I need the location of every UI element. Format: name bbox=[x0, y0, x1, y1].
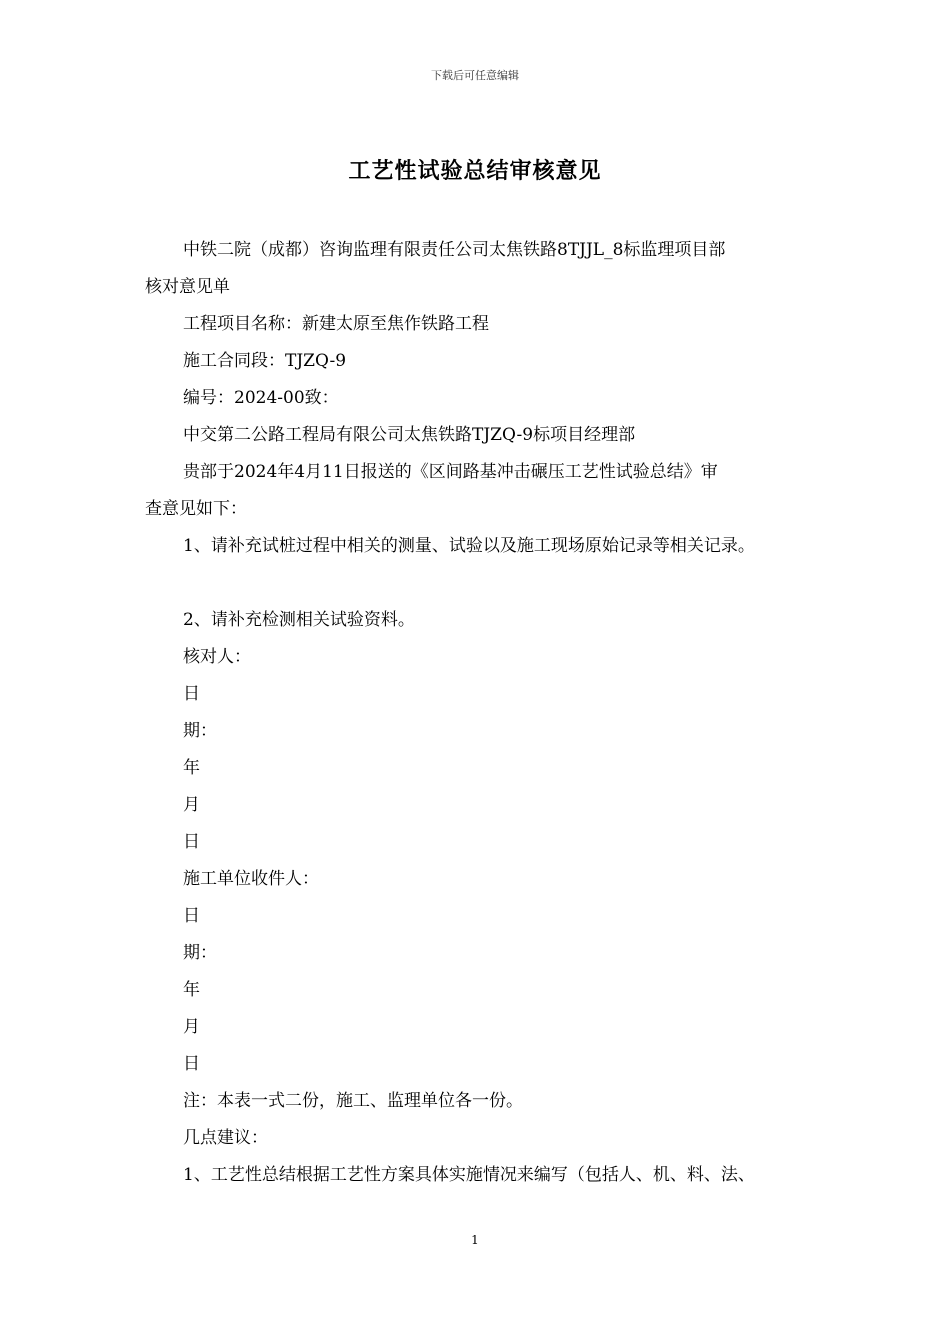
date-label-year: 年 bbox=[183, 980, 200, 1000]
paragraph-line-opinion-2: 2、请补充检测相关试验资料。 bbox=[183, 610, 415, 630]
date-label-month: 月 bbox=[183, 1017, 200, 1037]
document-title: 工艺性试验总结审核意见 bbox=[348, 158, 602, 184]
date-label-day: 日 bbox=[183, 1054, 200, 1074]
paragraph-line-suggestions-heading: 几点建议： bbox=[183, 1128, 268, 1148]
signature-line-checker: 核对人： bbox=[183, 647, 251, 667]
date-label-month: 月 bbox=[183, 795, 200, 815]
paragraph-line-opinions-intro: 查意见如下： bbox=[145, 499, 247, 519]
blank-line bbox=[145, 565, 815, 602]
paragraph-line-contract-section: 施工合同段：TJZQ-9 bbox=[183, 351, 347, 371]
header-note: 下载后可任意编辑 bbox=[431, 69, 519, 82]
paragraph-line-submission: 贵部于2024年4月11日报送的《区间路基冲击碾压工艺性试验总结》审 bbox=[183, 462, 718, 482]
paragraph-line-suggestion-1: 1、工艺性总结根据工艺性方案具体实施情况来编写（包括人、机、料、法、 bbox=[183, 1165, 755, 1185]
signature-line-receiver: 施工单位收件人： bbox=[183, 869, 319, 889]
paragraph-line-serial-number: 编号：2024-00致： bbox=[183, 388, 339, 408]
date-label-day: 日 bbox=[183, 832, 200, 852]
page-number: 1 bbox=[471, 1233, 479, 1247]
date-label-ri: 日 bbox=[183, 684, 200, 704]
paragraph-line-form-name: 核对意见单 bbox=[145, 277, 230, 297]
date-label-qi: 期： bbox=[183, 943, 217, 963]
date-label-ri: 日 bbox=[183, 906, 200, 926]
date-label-qi: 期： bbox=[183, 721, 217, 741]
paragraph-line-project-name: 工程项目名称：新建太原至焦作铁路工程 bbox=[183, 314, 489, 334]
paragraph-line-opinion-1: 1、请补充试桩过程中相关的测量、试验以及施工现场原始记录等相关记录。 bbox=[183, 536, 755, 556]
date-label-year: 年 bbox=[183, 758, 200, 778]
paragraph-line-note: 注：本表一式二份，施工、监理单位各一份。 bbox=[183, 1091, 523, 1111]
paragraph-line-addressee: 中交第二公路工程局有限公司太焦铁路TJZQ-9标项目经理部 bbox=[183, 425, 636, 445]
paragraph-line-recipient-org: 中铁二院（成都）咨询监理有限责任公司太焦铁路8TJJL_8标监理项目部 bbox=[183, 240, 726, 260]
document-body bbox=[145, 232, 815, 1194]
